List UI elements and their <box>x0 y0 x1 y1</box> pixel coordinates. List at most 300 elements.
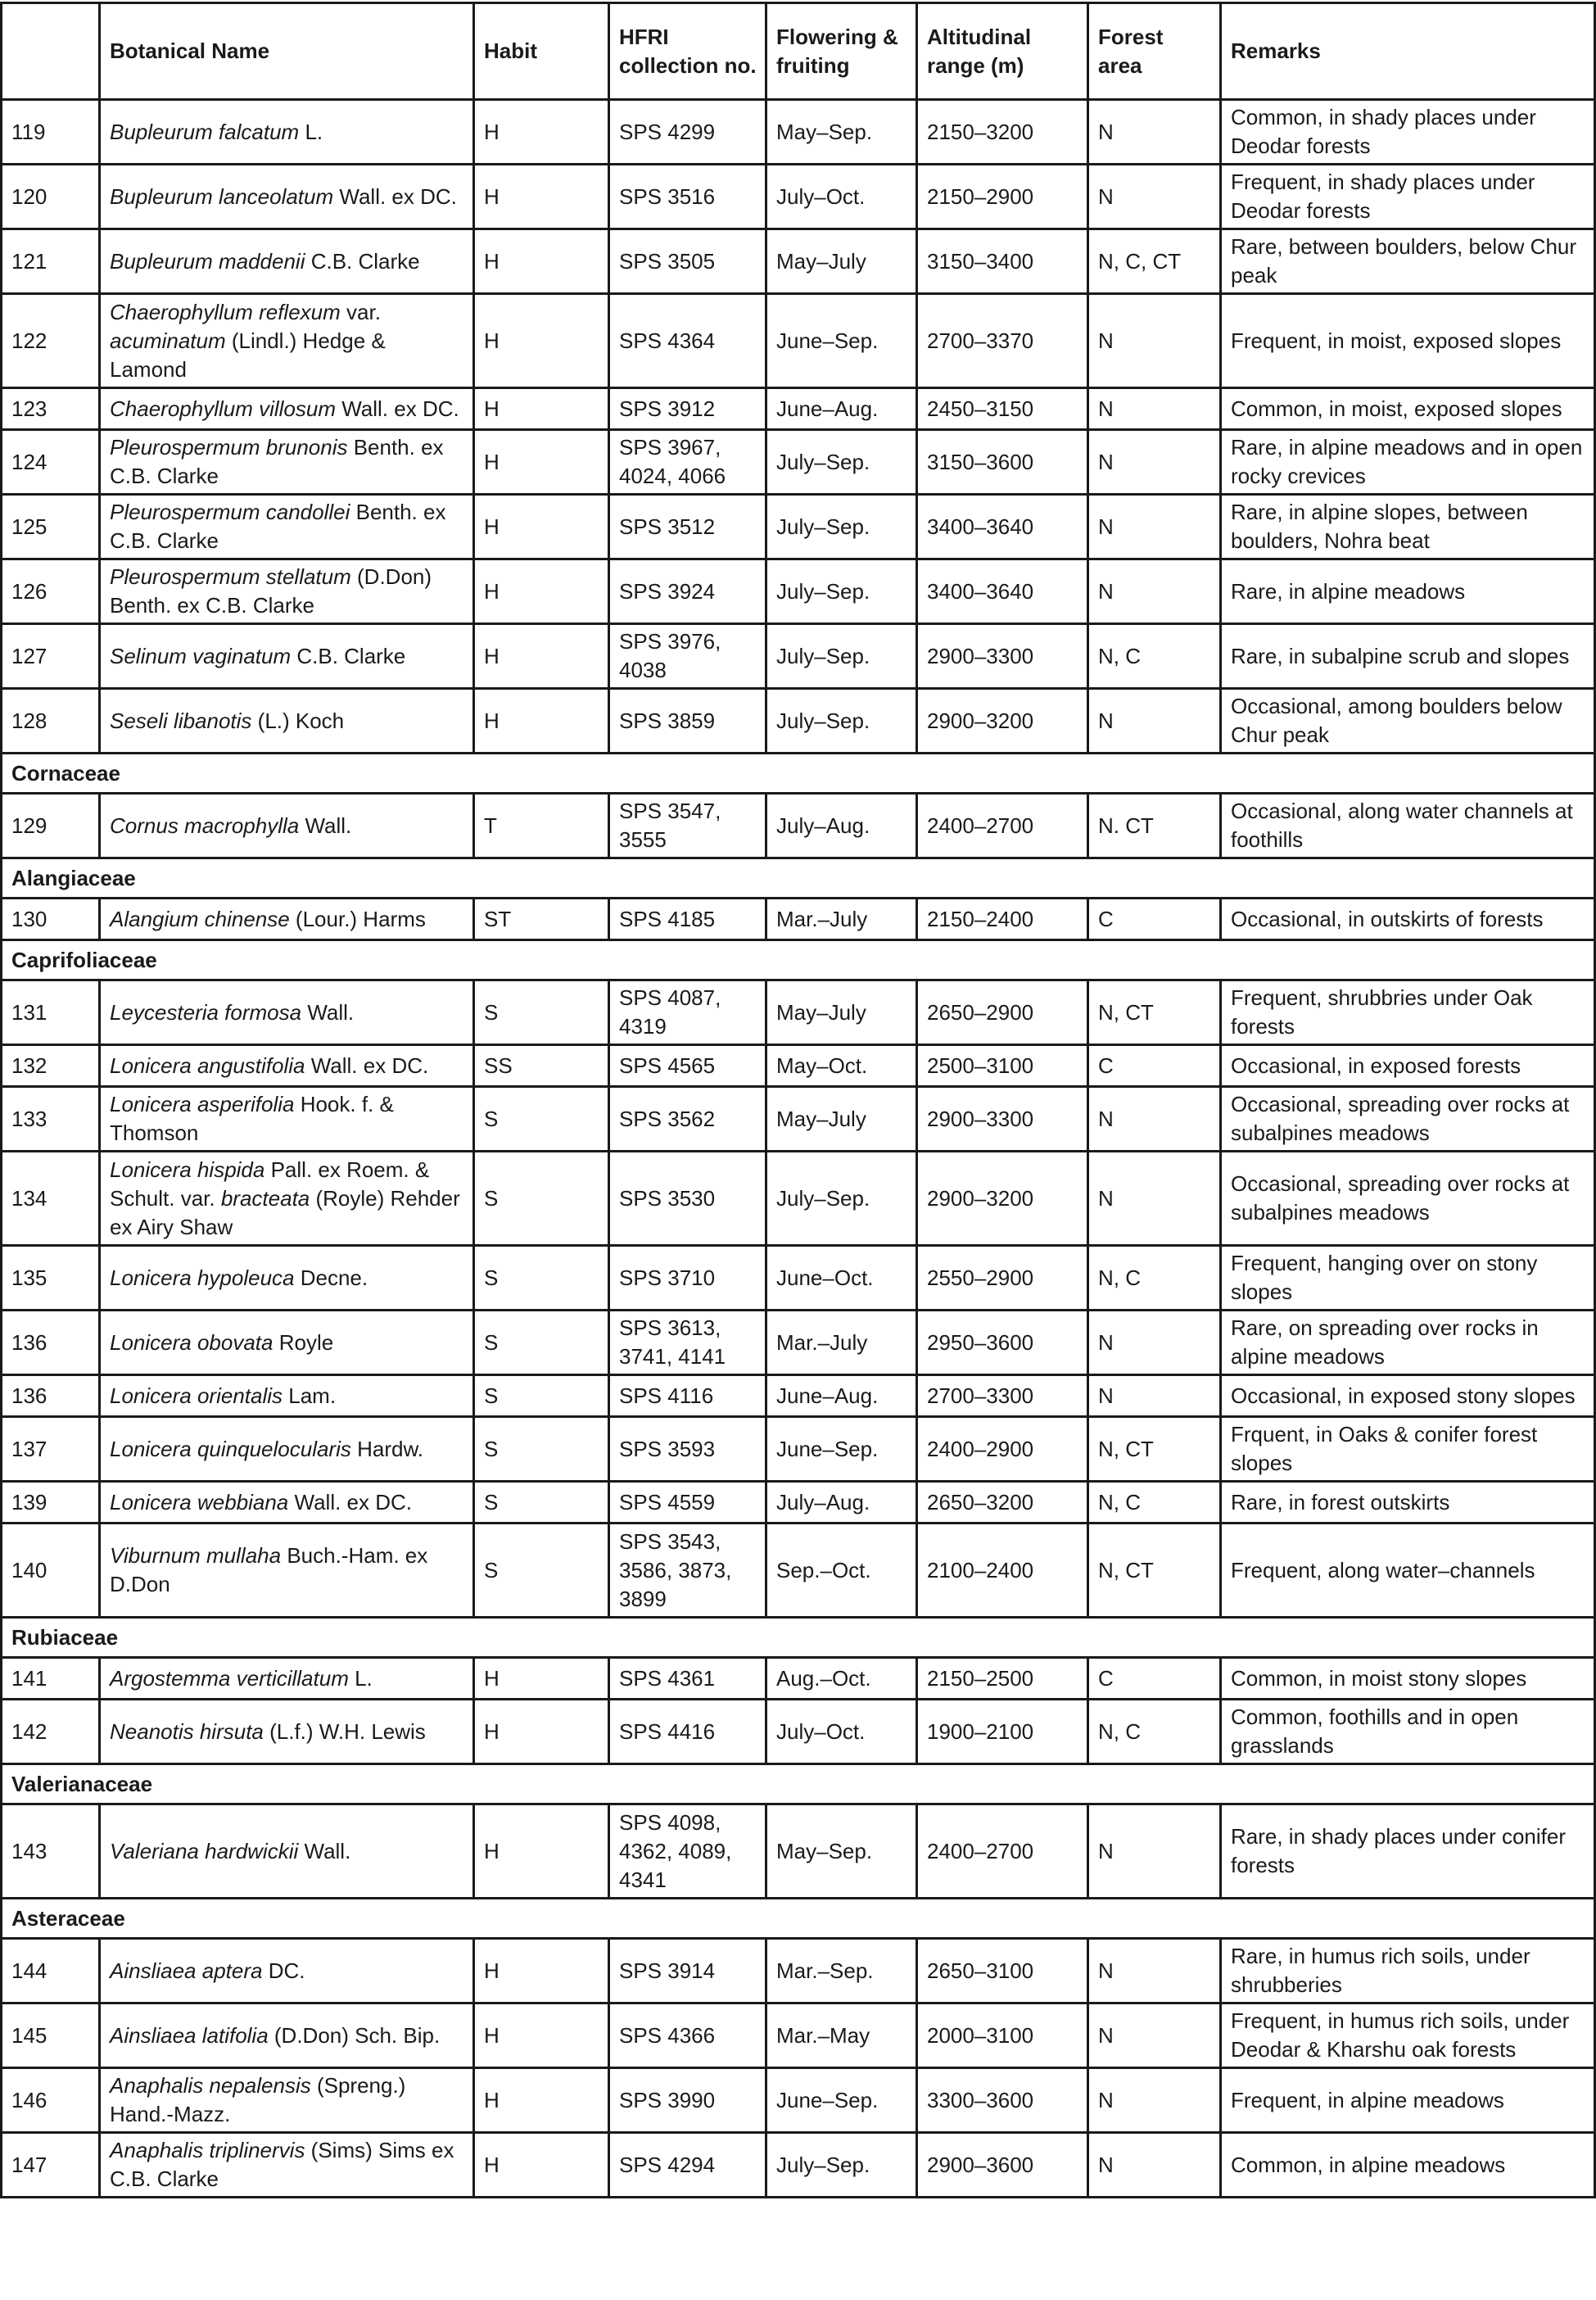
cell-altitudinal-range: 3150–3600 <box>917 430 1088 495</box>
cell-botanical-name <box>100 1524 474 1618</box>
cell-remarks: Common, in alpine meadows <box>1221 2133 1595 2198</box>
cell-habit: H <box>474 165 609 229</box>
table-row <box>2 624 1595 689</box>
cell-forest-area: N, CT <box>1088 1417 1221 1482</box>
cell-remarks: Rare, in alpine slopes, between boulders, Nohra beat <box>1221 495 1595 559</box>
cell-number: 120 <box>2 165 100 229</box>
cell-remarks: Rare, in subalpine scrub and slopes <box>1221 624 1595 689</box>
table-row <box>2 165 1595 229</box>
table-row <box>2 1939 1595 2003</box>
cell-number: 146 <box>2 2068 100 2133</box>
family-name: Caprifoliaceae <box>2 940 1595 980</box>
cell-botanical-name <box>100 1311 474 1375</box>
cell-forest-area: N <box>1088 1375 1221 1417</box>
taxon-italic: Cornus macrophylla <box>110 813 300 838</box>
cell-flowering: May–July <box>766 229 917 294</box>
taxon-authority: Benth. ex C.B. Clarke <box>110 435 444 488</box>
table-row <box>2 2068 1595 2133</box>
cell-flowering: July–Oct. <box>766 1700 917 1764</box>
family-row <box>2 754 1595 794</box>
col-header-botanical-name: Botanical Name <box>100 3 474 100</box>
cell-number: 141 <box>2 1658 100 1700</box>
cell-flowering: Mar.–May <box>766 2003 917 2068</box>
taxon-italic: bracteata <box>220 1185 310 1211</box>
cell-flowering: Aug.–Oct. <box>766 1658 917 1700</box>
cell-altitudinal-range: 2900–3300 <box>917 624 1088 689</box>
cell-number: 139 <box>2 1482 100 1524</box>
taxon-italic: Lonicera quinquelocularis <box>110 1436 351 1461</box>
cell-botanical-name <box>100 624 474 689</box>
cell-forest-area: N <box>1088 559 1221 624</box>
taxon-authority: (Lour.) Harms <box>289 906 426 931</box>
cell-habit: H <box>474 388 609 430</box>
cell-collection-no: SPS 3914 <box>609 1939 766 2003</box>
table-row <box>2 559 1595 624</box>
cell-forest-area: N, C <box>1088 624 1221 689</box>
cell-altitudinal-range: 2900–3300 <box>917 1087 1088 1152</box>
cell-altitudinal-range: 3400–3640 <box>917 559 1088 624</box>
cell-flowering: July–Sep. <box>766 689 917 754</box>
cell-botanical-name <box>100 1152 474 1246</box>
taxon-authority: DC. <box>262 1958 305 1983</box>
cell-habit: T <box>474 794 609 858</box>
col-header-altitudinal-range: Altitudinal range (m) <box>917 3 1088 100</box>
cell-collection-no: SPS 3593 <box>609 1417 766 1482</box>
cell-botanical-name <box>100 559 474 624</box>
cell-forest-area: N <box>1088 1804 1221 1899</box>
cell-flowering: May–Sep. <box>766 1804 917 1899</box>
cell-remarks: Frequent, in humus rich soils, under Deodar & Kharshu oak forests <box>1221 2003 1595 2068</box>
cell-forest-area: C <box>1088 1045 1221 1087</box>
cell-flowering: Mar.–July <box>766 1311 917 1375</box>
cell-altitudinal-range: 2900–3600 <box>917 2133 1088 2198</box>
cell-altitudinal-range: 2000–3100 <box>917 2003 1088 2068</box>
cell-forest-area: N, C <box>1088 1700 1221 1764</box>
cell-flowering: Mar.–July <box>766 899 917 940</box>
cell-remarks: Occasional, in exposed stony slopes <box>1221 1375 1595 1417</box>
taxon-italic: Valeriana hardwickii <box>110 1838 299 1863</box>
cell-altitudinal-range: 2400–2700 <box>917 794 1088 858</box>
cell-habit: S <box>474 1375 609 1417</box>
cell-forest-area: N <box>1088 294 1221 388</box>
cell-botanical-name <box>100 1939 474 2003</box>
cell-botanical-name <box>100 1375 474 1417</box>
cell-habit: H <box>474 1939 609 2003</box>
col-header-habit: Habit <box>474 3 609 100</box>
cell-habit: H <box>474 229 609 294</box>
taxon-italic: Leycesteria formosa <box>110 999 302 1025</box>
taxon-authority: Pall. ex Roem. & Schult. var. <box>110 1157 430 1211</box>
taxon-authority: L. <box>299 119 323 144</box>
taxon-authority: (Sims) Sims ex C.B. Clarke <box>110 2138 454 2191</box>
cell-flowering: May–July <box>766 980 917 1045</box>
cell-number: 129 <box>2 794 100 858</box>
table-body <box>2 100 1595 2198</box>
taxon-italic: Seseli libanotis <box>110 708 252 733</box>
cell-collection-no: SPS 4098, 4362, 4089, 4341 <box>609 1804 766 1899</box>
taxon-italic: Bupleurum maddenii <box>110 248 305 274</box>
taxon-italic: Ainsliaea aptera <box>110 1958 263 1983</box>
taxon-italic: Anaphalis triplinervis <box>110 2138 305 2162</box>
cell-collection-no: SPS 4116 <box>609 1375 766 1417</box>
cell-botanical-name <box>100 1417 474 1482</box>
cell-habit: H <box>474 689 609 754</box>
cell-altitudinal-range: 3400–3640 <box>917 495 1088 559</box>
cell-number: 127 <box>2 624 100 689</box>
cell-forest-area: N <box>1088 1087 1221 1152</box>
col-header-collection-no: HFRI collection no. <box>609 3 766 100</box>
taxon-italic: Argostemma verticillatum <box>110 1665 349 1691</box>
cell-number: 122 <box>2 294 100 388</box>
cell-collection-no: SPS 3912 <box>609 388 766 430</box>
cell-remarks: Common, foothills and in open grasslands <box>1221 1700 1595 1764</box>
cell-altitudinal-range: 2150–3200 <box>917 100 1088 165</box>
cell-habit: H <box>474 1700 609 1764</box>
cell-forest-area: N <box>1088 495 1221 559</box>
cell-number: 136 <box>2 1375 100 1417</box>
cell-altitudinal-range: 2150–2400 <box>917 899 1088 940</box>
taxon-authority: Lam. <box>283 1383 337 1408</box>
taxon-authority: (Royle) Rehder ex Airy Shaw <box>110 1185 460 1239</box>
cell-botanical-name <box>100 1658 474 1700</box>
taxon-authority: Hardw. <box>350 1436 424 1461</box>
cell-botanical-name <box>100 388 474 430</box>
cell-number: 124 <box>2 430 100 495</box>
cell-flowering: July–Sep. <box>766 624 917 689</box>
cell-forest-area: N, C <box>1088 1482 1221 1524</box>
taxon-authority: Royle <box>273 1329 334 1355</box>
table-row <box>2 1700 1595 1764</box>
cell-collection-no: SPS 4299 <box>609 100 766 165</box>
cell-botanical-name <box>100 1700 474 1764</box>
taxon-italic: Lonicera orientalis <box>110 1383 283 1408</box>
cell-number: 131 <box>2 980 100 1045</box>
cell-habit: S <box>474 1311 609 1375</box>
col-header-number <box>2 3 100 100</box>
table-row <box>2 1417 1595 1482</box>
taxon-italic: Pleurospermum brunonis <box>110 435 348 460</box>
taxon-authority: (Spreng.) Hand.-Mazz. <box>110 2073 406 2126</box>
taxon-authority: Benth. ex C.B. Clarke <box>110 500 446 553</box>
cell-altitudinal-range: 2650–2900 <box>917 980 1088 1045</box>
cell-remarks: Rare, in shady places under conifer forests <box>1221 1804 1595 1899</box>
cell-collection-no: SPS 3710 <box>609 1246 766 1311</box>
cell-flowering: June–Aug. <box>766 388 917 430</box>
cell-number: 132 <box>2 1045 100 1087</box>
cell-forest-area: N <box>1088 1152 1221 1246</box>
cell-collection-no: SPS 4364 <box>609 294 766 388</box>
cell-botanical-name <box>100 2133 474 2198</box>
cell-habit: H <box>474 430 609 495</box>
cell-botanical-name <box>100 794 474 858</box>
cell-collection-no: SPS 3990 <box>609 2068 766 2133</box>
table-row <box>2 100 1595 165</box>
cell-collection-no: SPS 3976, 4038 <box>609 624 766 689</box>
taxon-italic: Bupleurum lanceolatum <box>110 183 334 209</box>
cell-remarks: Rare, in humus rich soils, under shrubberies <box>1221 1939 1595 2003</box>
cell-habit: H <box>474 294 609 388</box>
cell-collection-no: SPS 3543, 3586, 3873, 3899 <box>609 1524 766 1618</box>
cell-number: 133 <box>2 1087 100 1152</box>
cell-flowering: June–Oct. <box>766 1246 917 1311</box>
cell-habit: S <box>474 1087 609 1152</box>
family-row <box>2 940 1595 980</box>
cell-botanical-name <box>100 1804 474 1899</box>
table-row <box>2 495 1595 559</box>
cell-flowering: July–Oct. <box>766 165 917 229</box>
cell-collection-no: SPS 4294 <box>609 2133 766 2198</box>
cell-flowering: May–July <box>766 1087 917 1152</box>
cell-number: 134 <box>2 1152 100 1246</box>
cell-botanical-name <box>100 2003 474 2068</box>
cell-habit: S <box>474 980 609 1045</box>
taxon-italic: Lonicera webbiana <box>110 1489 289 1514</box>
cell-botanical-name <box>100 2068 474 2133</box>
cell-collection-no: SPS 3516 <box>609 165 766 229</box>
table-row <box>2 1482 1595 1524</box>
cell-botanical-name <box>100 689 474 754</box>
cell-altitudinal-range: 2400–2900 <box>917 1417 1088 1482</box>
cell-number: 140 <box>2 1524 100 1618</box>
taxon-italic: acuminatum <box>110 328 226 353</box>
cell-flowering: Sep.–Oct. <box>766 1524 917 1618</box>
cell-habit: H <box>474 2133 609 2198</box>
cell-collection-no: SPS 4565 <box>609 1045 766 1087</box>
cell-remarks: Frequent, in shady places under Deodar forests <box>1221 165 1595 229</box>
family-name: Valerianaceae <box>2 1764 1595 1804</box>
cell-remarks: Frequent, hanging over on stony slopes <box>1221 1246 1595 1311</box>
cell-forest-area: N <box>1088 100 1221 165</box>
taxon-authority: Buch.-Ham. ex D.Don <box>110 1543 428 1596</box>
taxon-italic: Anaphalis nepalensis <box>110 2073 311 2098</box>
cell-remarks: Rare, between boulders, below Chur peak <box>1221 229 1595 294</box>
cell-remarks: Rare, in alpine meadows <box>1221 559 1595 624</box>
taxon-italic: Lonicera angustifolia <box>110 1053 305 1078</box>
cell-collection-no: SPS 4361 <box>609 1658 766 1700</box>
taxon-authority: (D.Don) Sch. Bip. <box>268 2022 441 2048</box>
cell-number: 121 <box>2 229 100 294</box>
cell-habit: H <box>474 2003 609 2068</box>
cell-remarks: Rare, on spreading over rocks in alpine meadows <box>1221 1311 1595 1375</box>
family-name: Rubiaceae <box>2 1618 1595 1658</box>
cell-remarks: Common, in moist, exposed slopes <box>1221 388 1595 430</box>
col-header-remarks: Remarks <box>1221 3 1595 100</box>
cell-remarks: Common, in shady places under Deodar forests <box>1221 100 1595 165</box>
cell-altitudinal-range: 3150–3400 <box>917 229 1088 294</box>
cell-remarks: Rare, in forest outskirts <box>1221 1482 1595 1524</box>
cell-botanical-name <box>100 1045 474 1087</box>
taxon-authority: C.B. Clarke <box>291 643 406 668</box>
taxon-italic: Lonicera obovata <box>110 1329 274 1355</box>
cell-flowering: July–Aug. <box>766 794 917 858</box>
cell-forest-area: C <box>1088 899 1221 940</box>
cell-flowering: May–Oct. <box>766 1045 917 1087</box>
cell-remarks: Frequent, in alpine meadows <box>1221 2068 1595 2133</box>
flora-table <box>0 2 1596 2198</box>
family-name: Alangiaceae <box>2 858 1595 899</box>
taxon-italic: Lonicera hispida <box>110 1157 265 1182</box>
cell-botanical-name <box>100 100 474 165</box>
cell-number: 136 <box>2 1311 100 1375</box>
cell-flowering: July–Sep. <box>766 1152 917 1246</box>
cell-collection-no: SPS 3512 <box>609 495 766 559</box>
cell-botanical-name <box>100 899 474 940</box>
taxon-italic: Pleurospermum stellatum <box>110 564 351 589</box>
cell-collection-no: SPS 4366 <box>609 2003 766 2068</box>
table-row <box>2 1804 1595 1899</box>
table-row <box>2 430 1595 495</box>
family-row <box>2 858 1595 899</box>
cell-botanical-name <box>100 165 474 229</box>
header-row <box>2 3 1595 100</box>
table-row <box>2 229 1595 294</box>
table-row <box>2 1524 1595 1618</box>
cell-forest-area: C <box>1088 1658 1221 1700</box>
cell-collection-no: SPS 4087, 4319 <box>609 980 766 1045</box>
cell-remarks: Occasional, in exposed forests <box>1221 1045 1595 1087</box>
cell-forest-area: N. CT <box>1088 794 1221 858</box>
cell-flowering: July–Aug. <box>766 1482 917 1524</box>
col-header-forest-area: Forest area <box>1088 3 1221 100</box>
cell-altitudinal-range: 2500–3100 <box>917 1045 1088 1087</box>
table-row <box>2 294 1595 388</box>
taxon-italic: Lonicera asperifolia <box>110 1092 295 1116</box>
cell-forest-area: N <box>1088 1939 1221 2003</box>
cell-altitudinal-range: 2450–3150 <box>917 388 1088 430</box>
cell-collection-no: SPS 3530 <box>609 1152 766 1246</box>
cell-altitudinal-range: 3300–3600 <box>917 2068 1088 2133</box>
cell-habit: H <box>474 1804 609 1899</box>
cell-altitudinal-range: 2900–3200 <box>917 689 1088 754</box>
cell-number: 137 <box>2 1417 100 1482</box>
cell-number: 145 <box>2 2003 100 2068</box>
taxon-authority: (L.f.) W.H. Lewis <box>263 1718 426 1744</box>
cell-forest-area: N <box>1088 430 1221 495</box>
cell-altitudinal-range: 2700–3370 <box>917 294 1088 388</box>
cell-remarks: Occasional, spreading over rocks at subalpines meadows <box>1221 1087 1595 1152</box>
cell-altitudinal-range: 2650–3200 <box>917 1482 1088 1524</box>
cell-forest-area: N <box>1088 388 1221 430</box>
cell-forest-area: N, C, CT <box>1088 229 1221 294</box>
cell-botanical-name <box>100 430 474 495</box>
cell-habit: H <box>474 100 609 165</box>
cell-habit: H <box>474 624 609 689</box>
cell-collection-no: SPS 3505 <box>609 229 766 294</box>
taxon-authority: (D.Don) Benth. ex C.B. Clarke <box>110 564 432 618</box>
table-row <box>2 1087 1595 1152</box>
cell-botanical-name <box>100 495 474 559</box>
cell-number: 119 <box>2 100 100 165</box>
family-name: Asteraceae <box>2 1899 1595 1939</box>
cell-habit: ST <box>474 899 609 940</box>
table-row <box>2 2003 1595 2068</box>
cell-remarks: Frequent, in moist, exposed slopes <box>1221 294 1595 388</box>
table-row <box>2 388 1595 430</box>
cell-altitudinal-range: 1900–2100 <box>917 1700 1088 1764</box>
cell-flowering: June–Sep. <box>766 1417 917 1482</box>
family-row <box>2 1899 1595 1939</box>
taxon-authority: L. <box>348 1665 373 1691</box>
cell-number: 144 <box>2 1939 100 2003</box>
cell-collection-no: SPS 3547, 3555 <box>609 794 766 858</box>
taxon-italic: Viburnum mullaha <box>110 1543 282 1568</box>
cell-flowering: July–Sep. <box>766 495 917 559</box>
table-row <box>2 1246 1595 1311</box>
col-header-flowering: Flowering & fruiting <box>766 3 917 100</box>
cell-collection-no: SPS 3924 <box>609 559 766 624</box>
cell-number: 130 <box>2 899 100 940</box>
cell-collection-no: SPS 4559 <box>609 1482 766 1524</box>
cell-forest-area: N <box>1088 2003 1221 2068</box>
cell-habit: S <box>474 1152 609 1246</box>
cell-remarks: Frequent, shrubbries under Oak forests <box>1221 980 1595 1045</box>
taxon-italic: Ainsliaea latifolia <box>110 2022 269 2048</box>
cell-collection-no: SPS 3562 <box>609 1087 766 1152</box>
cell-flowering: July–Sep. <box>766 2133 917 2198</box>
cell-collection-no: SPS 3967, 4024, 4066 <box>609 430 766 495</box>
cell-flowering: Mar.–Sep. <box>766 1939 917 2003</box>
table-row <box>2 1375 1595 1417</box>
family-row <box>2 1618 1595 1658</box>
cell-altitudinal-range: 2900–3200 <box>917 1152 1088 1246</box>
cell-altitudinal-range: 2700–3300 <box>917 1375 1088 1417</box>
cell-habit: H <box>474 2068 609 2133</box>
cell-flowering: June–Sep. <box>766 294 917 388</box>
table-row <box>2 1311 1595 1375</box>
table-row <box>2 689 1595 754</box>
cell-forest-area: N <box>1088 165 1221 229</box>
taxon-authority: Wall. ex DC. <box>288 1489 412 1514</box>
taxon-authority: C.B. Clarke <box>305 248 420 274</box>
table-row <box>2 2133 1595 2198</box>
cell-forest-area: N <box>1088 2133 1221 2198</box>
cell-habit: S <box>474 1524 609 1618</box>
cell-altitudinal-range: 2950–3600 <box>917 1311 1088 1375</box>
cell-habit: H <box>474 1658 609 1700</box>
cell-altitudinal-range: 2400–2700 <box>917 1804 1088 1899</box>
cell-habit: SS <box>474 1045 609 1087</box>
cell-forest-area: N <box>1088 2068 1221 2133</box>
cell-remarks: Rare, in alpine meadows and in open rocky crevices <box>1221 430 1595 495</box>
cell-botanical-name <box>100 980 474 1045</box>
taxon-italic: Chaerophyllum villosum <box>110 396 336 421</box>
cell-altitudinal-range: 2650–3100 <box>917 1939 1088 2003</box>
cell-number: 125 <box>2 495 100 559</box>
taxon-authority: (L.) Koch <box>251 708 345 733</box>
cell-remarks: Occasional, along water channels at foothills <box>1221 794 1595 858</box>
cell-habit: S <box>474 1482 609 1524</box>
taxon-authority: Wall. <box>298 1838 351 1863</box>
cell-forest-area: N <box>1088 1311 1221 1375</box>
cell-number: 147 <box>2 2133 100 2198</box>
taxon-italic: Bupleurum falcatum <box>110 119 300 144</box>
cell-flowering: June–Aug. <box>766 1375 917 1417</box>
cell-forest-area: N, C <box>1088 1246 1221 1311</box>
taxon-authority: (Lindl.) Hedge & Lamond <box>110 328 386 382</box>
taxon-italic: Pleurospermum candollei <box>110 500 350 524</box>
cell-habit: S <box>474 1417 609 1482</box>
table-row <box>2 1045 1595 1087</box>
cell-flowering: July–Sep. <box>766 430 917 495</box>
cell-number: 123 <box>2 388 100 430</box>
cell-flowering: July–Sep. <box>766 559 917 624</box>
cell-collection-no: SPS 3613, 3741, 4141 <box>609 1311 766 1375</box>
cell-remarks: Common, in moist stony slopes <box>1221 1658 1595 1700</box>
cell-number: 135 <box>2 1246 100 1311</box>
cell-collection-no: SPS 4185 <box>609 899 766 940</box>
taxon-authority: var. <box>340 299 381 324</box>
cell-remarks: Occasional, among boulders below Chur peak <box>1221 689 1595 754</box>
